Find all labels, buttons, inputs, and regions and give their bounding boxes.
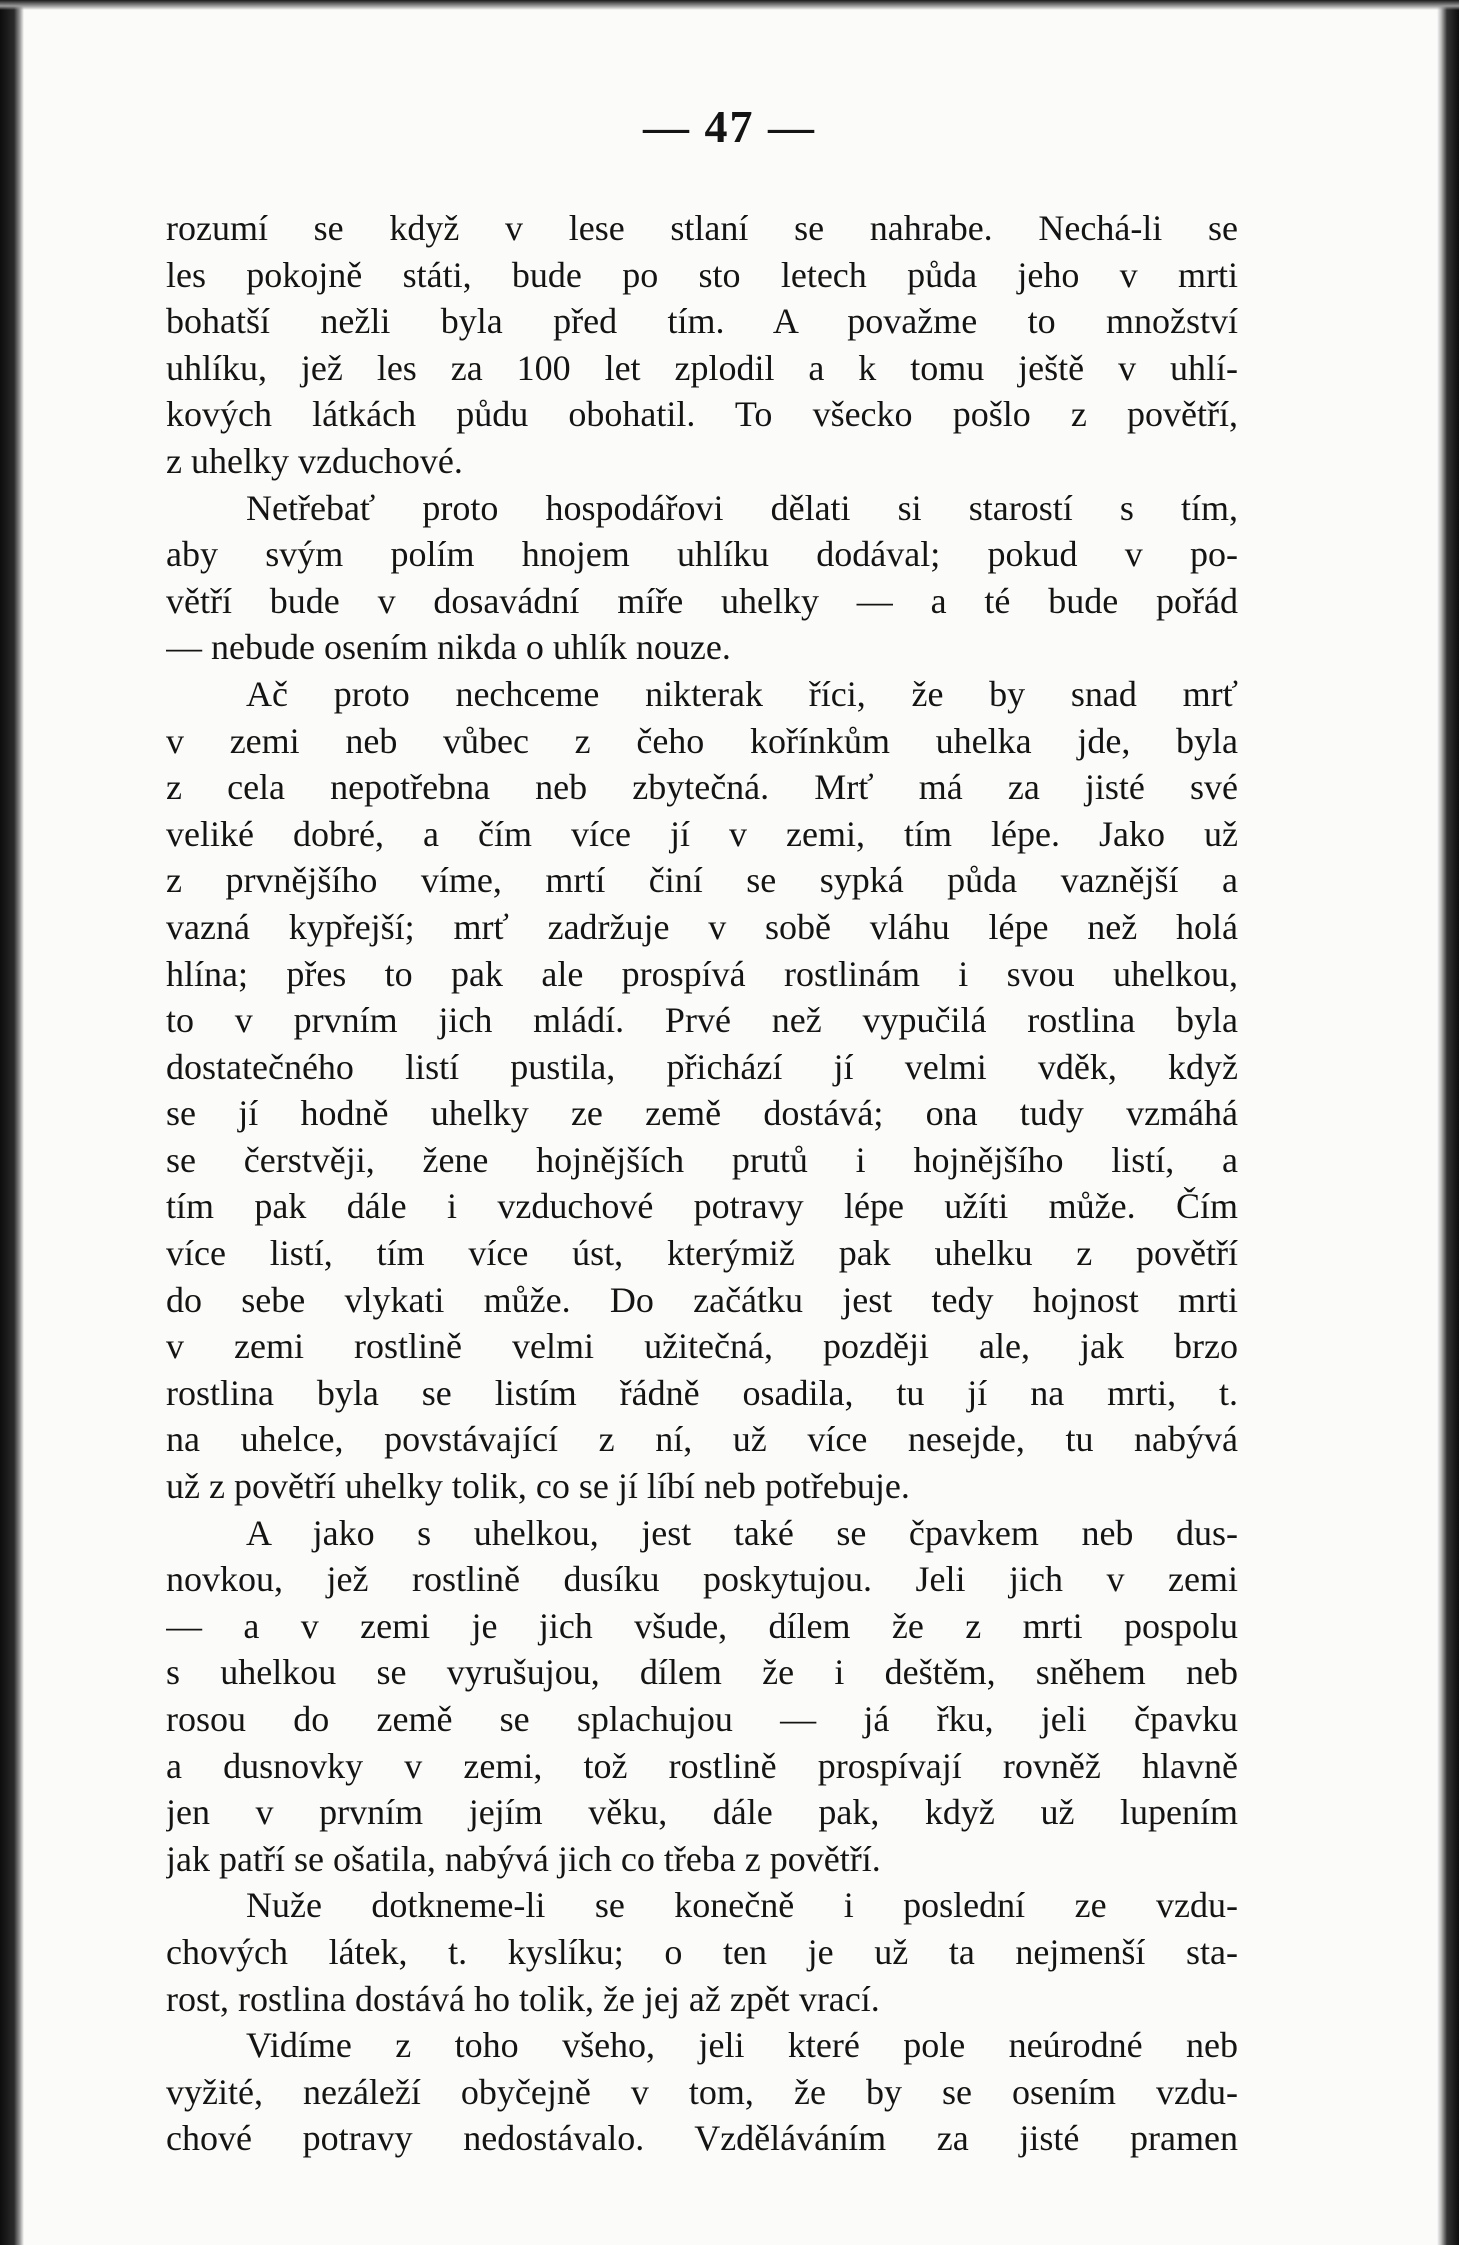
text-line: Netřebať proto hospodářovi dělati si starostí s tím, — [246, 487, 1238, 528]
text-line: les pokojně státi, bude po sto letech půda jeho v mrti — [166, 254, 1238, 295]
text-line: do sebe vlykati může. Do začátku jest tedy hojnost mrti — [166, 1279, 1238, 1320]
text-line: — nebude osením nikda o uhlík nouze. — [166, 627, 731, 668]
text-line: Ač proto nechceme nikterak říci, že by snad mrť — [246, 673, 1238, 714]
text-line: jen v prvním jejím věku, dále pak, když už lupením — [166, 1792, 1238, 1833]
text-line: se jí hodně uhelky ze země dostává; ona tudy vzmáhá — [166, 1093, 1238, 1134]
text-line: vyžité, nezáleží obyčejně v tom, že by se osením vzdu- — [166, 2071, 1238, 2112]
text-line: více listí, tím více úst, kterýmiž pak uhelku z povětří — [166, 1233, 1238, 1274]
text-line: Nuže dotkneme-li se konečně i poslední ze vzdu- — [246, 1885, 1238, 1926]
text-line: Vidíme z toho všeho, jeli které pole neúrodné neb — [246, 2025, 1238, 2066]
text-line: kových látkách půdu obohatil. To všecko pošlo z povětří, — [166, 394, 1238, 435]
text-line: v zemi neb vůbec z čeho kořínkům uhelka jde, byla — [166, 720, 1238, 761]
text-line: uhlíku, jež les za 100 let zplodil a k tomu ještě v uhlí- — [166, 347, 1238, 388]
text-line: aby svým polím hnojem uhlíku dodával; pokud v po- — [166, 534, 1238, 575]
text-line: hlína; přes to pak ale prospívá rostlinám i svou uhelkou, — [166, 953, 1238, 994]
body-text — [166, 205, 1238, 2162]
text-line: — a v zemi je jich všude, dílem že z mrti pospolu — [166, 1605, 1238, 1646]
text-line: jak patří se ošatila, nabývá jich co třeba z povětří. — [166, 1838, 881, 1879]
text-line: veliké dobré, a čím více jí v zemi, tím lépe. Jako už — [166, 813, 1238, 854]
text-line: na uhelce, povstávající z ní, už více nesejde, tu nabývá — [166, 1419, 1238, 1460]
page-number: — 47 — — [643, 101, 816, 152]
text-line: A jako s uhelkou, jest také se čpavkem neb dus- — [246, 1512, 1238, 1553]
text-line: tím pak dále i vzduchové potravy lépe užíti může. Čím — [166, 1186, 1238, 1227]
text-line: větří bude v dosavádní míře uhelky — a té bude pořád — [166, 580, 1238, 621]
text-line: novkou, jež rostlině dusíku poskytujou. Jeli jich v zemi — [166, 1559, 1238, 1600]
text-line: z cela nepotřebna neb zbytečná. Mrť má za jisté své — [166, 767, 1238, 808]
scan-edge-left — [0, 0, 24, 2245]
text-line: z prvnějšího víme, mrtí činí se sypká půda vaznější a — [166, 860, 1238, 901]
scan-edge-top — [0, 0, 1459, 10]
text-line: rozumí se když v lese stlaní se nahrabe. Nechá-li se — [166, 208, 1238, 248]
text-line: z uhelky vzduchové. — [166, 440, 463, 481]
text-line: a dusnovky v zemi, tož rostlině prospívají rovněž hlavně — [166, 1745, 1238, 1786]
text-line: v zemi rostlině velmi užitečná, později ale, jak brzo — [166, 1326, 1238, 1367]
text-line: to v prvním jich mládí. Prvé než vypučilá rostlina byla — [166, 1000, 1238, 1041]
text-line: rost, rostlina dostává ho tolik, že jej až zpět vrací. — [166, 1978, 880, 2019]
text-line: s uhelkou se vyrušujou, dílem že i deštěm, sněhem neb — [166, 1652, 1238, 1693]
text-line: chové potravy nedostávalo. Vzděláváním za jisté pramen — [166, 2118, 1238, 2159]
text-line: rostlina byla se listím řádně osadila, tu jí na mrti, t. — [166, 1372, 1238, 1413]
text-line: bohatší nežli byla před tím. A považme to množství — [166, 301, 1238, 342]
text-line: chových látek, t. kyslíku; o ten je už ta nejmenší sta- — [166, 1931, 1238, 1972]
text-line: dostatečného listí pustila, přichází jí velmi vděk, když — [166, 1046, 1238, 1087]
text-line: už z povětří uhelky tolik, co se jí líbí neb potřebuje. — [166, 1466, 910, 1507]
scan-edge-right — [1437, 0, 1459, 2245]
text-line: rosou do země se splachujou — já řku, jeli čpavku — [166, 1699, 1238, 1739]
text-line: se čerstvěji, žene hojnějších prutů i hojnějšího listí, a — [166, 1139, 1238, 1180]
text-line: vazná kypřejší; mrť zadržuje v sobě vláhu lépe než holá — [166, 906, 1238, 947]
